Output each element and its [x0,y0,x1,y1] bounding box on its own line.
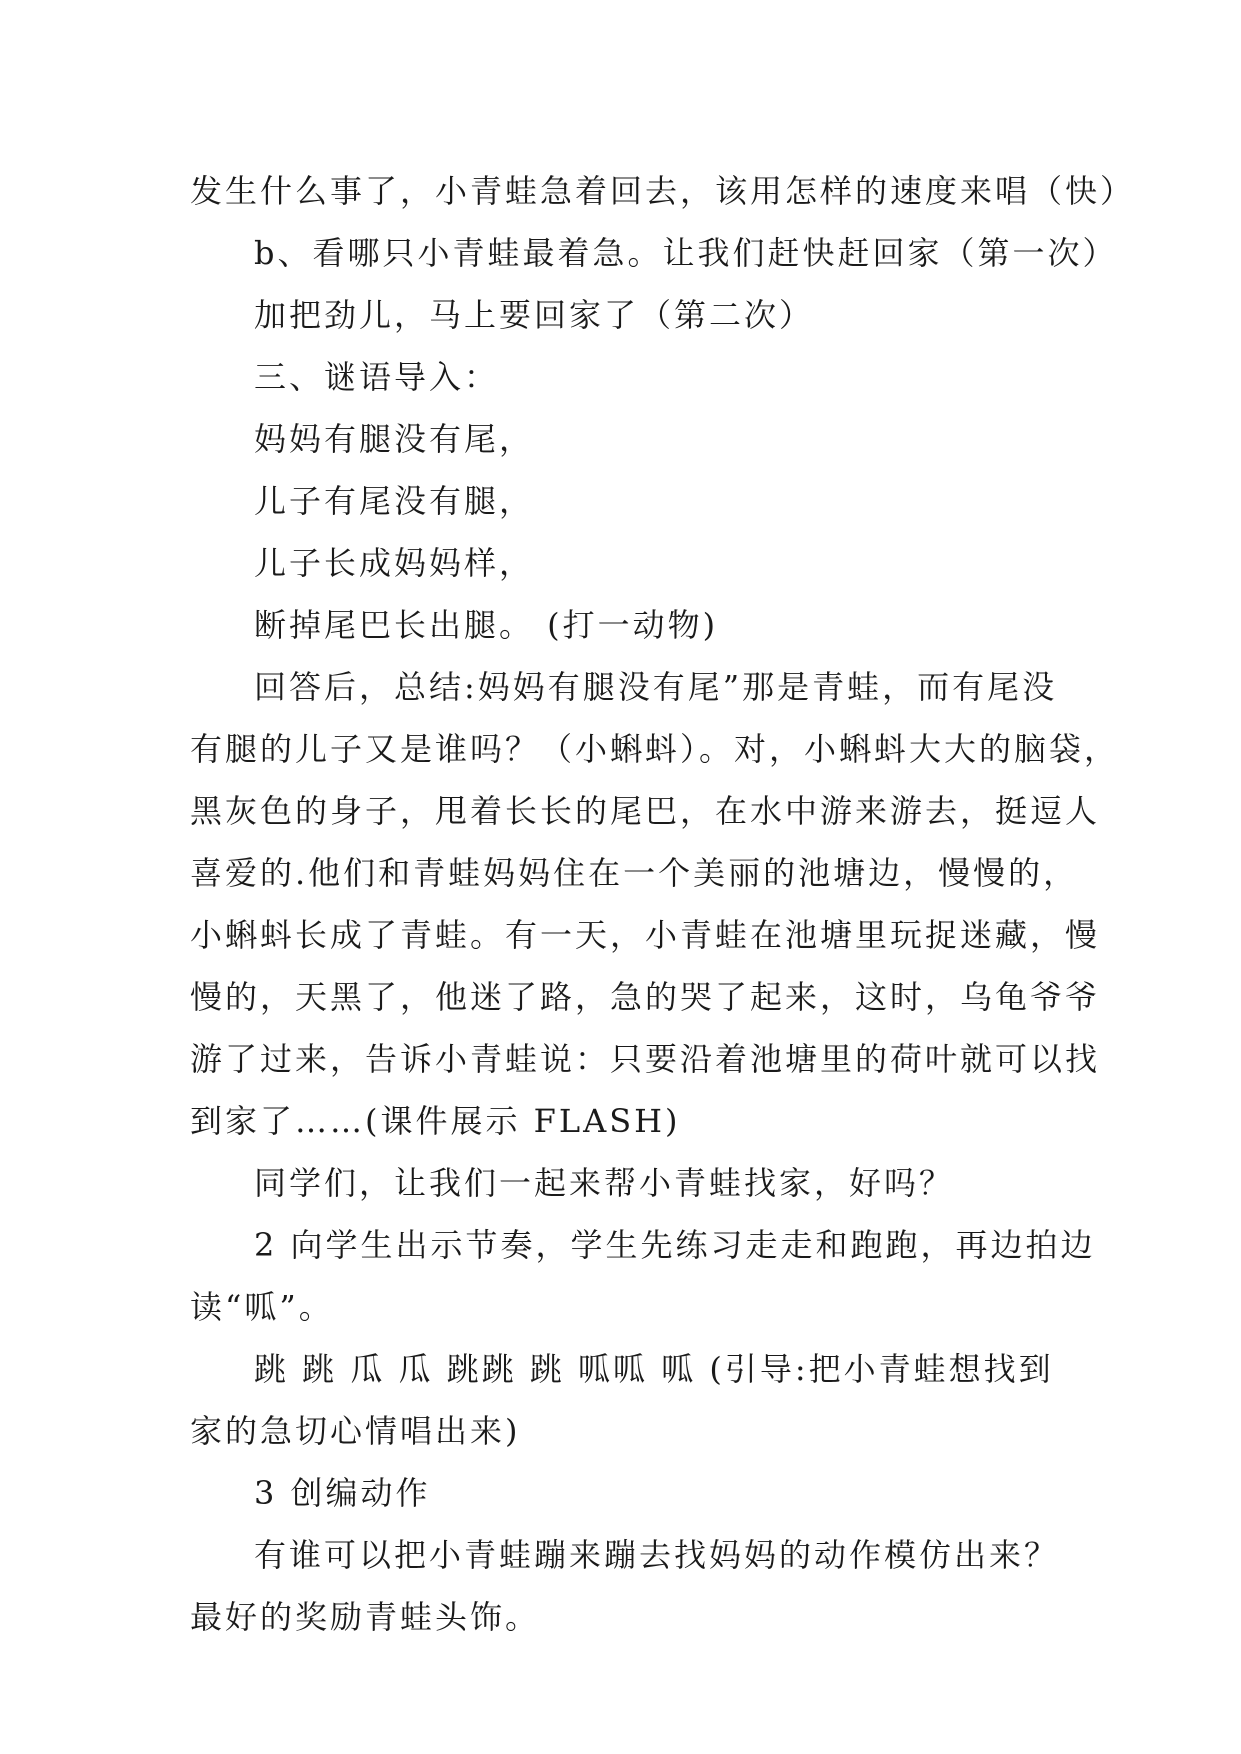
text-line: 有腿的儿子又是谁吗？（小蝌蚪）。对，小蝌蚪大大的脑袋， [190,730,1120,768]
rhythm-line: 跳 跳 瓜 瓜 跳跳 跳 呱呱 呱 (引导:把小青蛙想找到 [254,1350,1054,1388]
riddle-line: 妈妈有腿没有尾， [254,420,535,458]
riddle-line: 儿子有尾没有腿， [254,482,535,520]
text-line: 家的急切心情唱出来) [190,1412,521,1450]
section-heading: 3 创编动作 [254,1474,431,1512]
text-line: 读“呱”。 [190,1288,334,1326]
text-line: 2 向学生出示节奏，学生先练习走走和跑跑，再边拍边 [254,1226,1096,1264]
text-line: b、看哪只小青蛙最着急。让我们赶快赶回家（第一次） [254,234,1118,272]
riddle-line: 断掉尾巴长出腿。 (打一动物) [254,606,719,644]
text-line: 加把劲儿，马上要回家了（第二次） [254,296,815,334]
text-line: 黑灰色的身子，甩着长长的尾巴，在水中游来游去，挺逗人 [190,792,1101,830]
document-body [190,160,1136,1648]
section-heading: 三、谜语导入： [254,358,500,396]
riddle-line: 儿子长成妈妈样， [254,544,535,582]
text-line: 到家了……(课件展示 FLASH) [190,1102,681,1140]
text-line: 发生什么事了，小青蛙急着回去，该用怎样的速度来唱（快） [190,172,1136,210]
text-line: 慢的，天黑了，他迷了路，急的哭了起来，这时，乌龟爷爷 [190,978,1101,1016]
text-line: 同学们，让我们一起来帮小青蛙找家，好吗？ [254,1164,955,1202]
text-line: 最好的奖励青蛙头饰。 [190,1598,541,1636]
text-line: 有谁可以把小青蛙蹦来蹦去找妈妈的动作模仿出来？ [254,1536,1060,1574]
text-line: 喜爱的.他们和青蛙妈妈住在一个美丽的池塘边，慢慢的， [190,854,1079,892]
text-line: 回答后，总结:妈妈有腿没有尾”那是青蛙，而有尾没 [254,668,1058,706]
text-line: 游了过来，告诉小青蛙说：只要沿着池塘里的荷叶就可以找 [190,1040,1101,1078]
text-line: 小蝌蚪长成了青蛙。有一天，小青蛙在池塘里玩捉迷藏，慢 [190,916,1101,954]
